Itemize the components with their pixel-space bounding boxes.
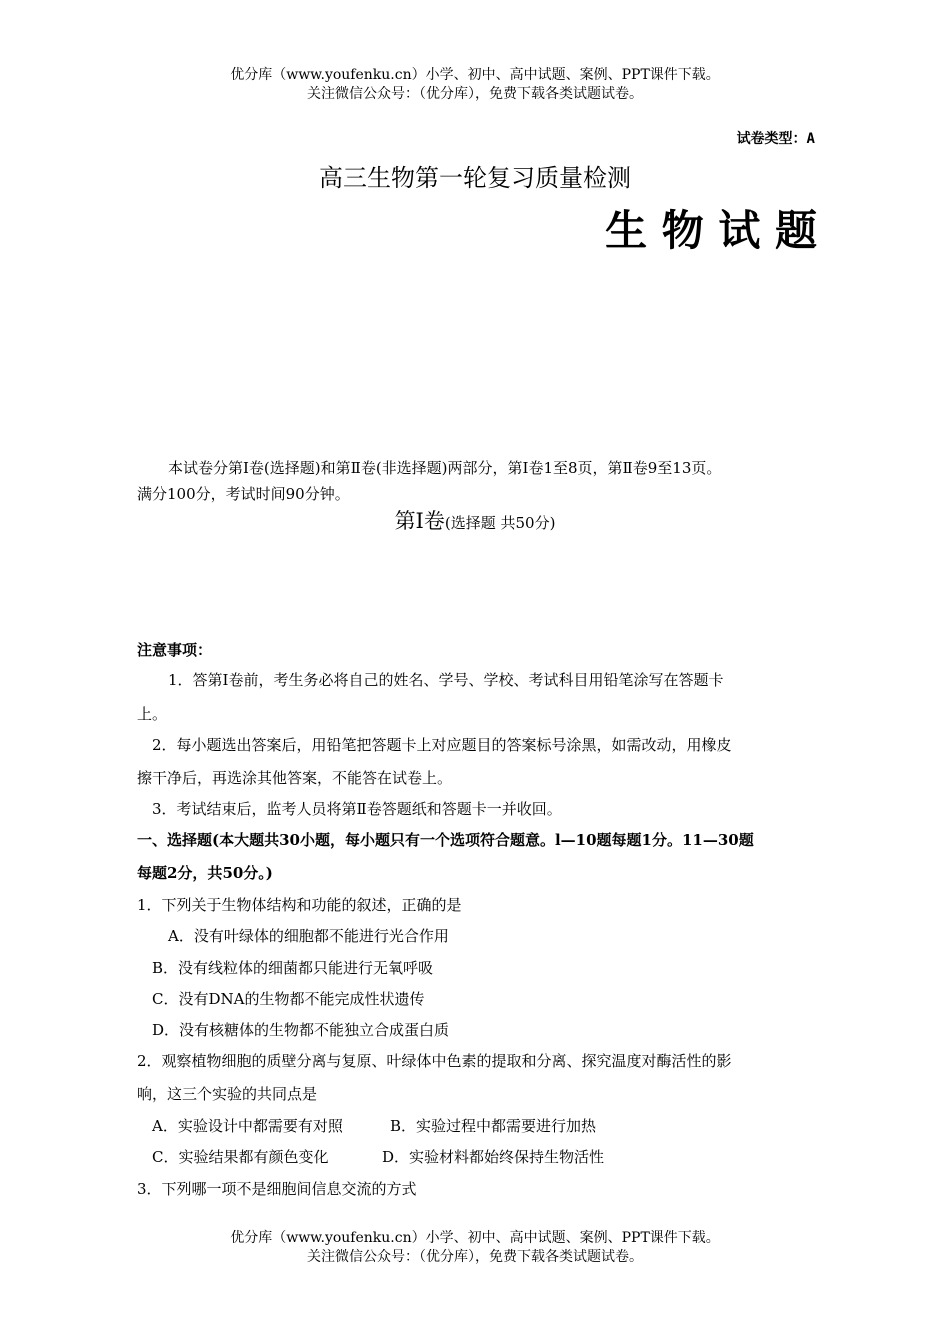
footer-line-1: 优分库（www.youfenku.cn）小学、初中、高中试题、案例、PPT课件下载。 <box>230 1230 720 1246</box>
question-1-option-b: B．没有线粒体的细菌都只能进行无氧呼吸 <box>152 959 434 977</box>
question-1-stem: 1．下列关于生物体结构和功能的叙述，正确的是 <box>137 896 462 914</box>
question-1-option-a: A．没有叶绿体的细胞都不能进行光合作用 <box>168 927 449 945</box>
section-heading-line-1: 一、选择题(本大题共30小题，每小题只有一个选项符合题意。l—10题每题1分。11—30题 <box>137 831 754 849</box>
question-2-stem-line-2: 响，这三个实验的共同点是 <box>137 1085 318 1103</box>
question-2-option-a: A．实验设计中都需要有对照 <box>152 1117 343 1135</box>
volume-heading <box>0 505 950 535</box>
notice-item-1-line-1: 1．答第Ⅰ卷前，考生务必将自己的姓名、学号、学校、考试科目用铅笔涂写在答题卡 <box>168 671 724 689</box>
section-heading-line-2: 每题2分，共50分。) <box>137 864 273 882</box>
question-2-option-d: D．实验材料都始终保持生物活性 <box>382 1148 605 1166</box>
question-2-stem-line-1: 2．观察植物细胞的质壁分离与复原、叶绿体中色素的提取和分离、探究温度对酶活性的影 <box>137 1052 732 1070</box>
paper-title: 生 物 试 题 <box>605 206 817 255</box>
footer-line-2: 关注微信公众号：（优分库），免费下载各类试题试卷。 <box>307 1249 643 1265</box>
question-1-option-d: D．没有核糖体的生物都不能独立合成蛋白质 <box>152 1021 450 1039</box>
volume-note: (选择题 共50分) <box>444 514 556 532</box>
paper-type-label: 试卷类型：A <box>736 131 815 147</box>
question-2-option-c: C．实验结果都有颜色变化 <box>152 1148 329 1166</box>
question-1-option-c: C．没有DNA的生物都不能完成性状遗传 <box>152 990 425 1008</box>
paper-subtitle: 高三生物第一轮复习质量检测 <box>319 164 631 192</box>
notice-item-2-line-1: 2．每小题选出答案后，用铅笔把答题卡上对应题目的答案标号涂黑，如需改动，用橡皮 <box>152 736 732 754</box>
volume-title: 第Ⅰ卷 <box>394 509 445 533</box>
notice-item-3: 3．考试结束后，监考人员将第Ⅱ卷答题纸和答题卡一并收回。 <box>152 800 562 818</box>
notice-heading: 注意事项： <box>137 641 213 659</box>
header-line-2: 关注微信公众号：（优分库），免费下载各类试题试卷。 <box>307 86 643 102</box>
notice-item-2-line-2: 擦干净后，再选涂其他答案，不能答在试卷上。 <box>137 769 453 787</box>
intro-line-1: 本试卷分第Ⅰ卷(选择题)和第Ⅱ卷(非选择题)两部分，第Ⅰ卷1至8页，第Ⅱ卷9至13页。 <box>168 459 722 477</box>
header-line-1: 优分库（www.youfenku.cn）小学、初中、高中试题、案例、PPT课件下载。 <box>230 67 720 83</box>
intro-line-2: 满分100分，考试时间90分钟。 <box>137 485 350 503</box>
question-2-option-b: B．实验过程中都需要进行加热 <box>390 1117 597 1135</box>
question-3-stem: 3．下列哪一项不是细胞间信息交流的方式 <box>137 1180 417 1198</box>
notice-item-1-line-2: 上。 <box>137 705 168 723</box>
